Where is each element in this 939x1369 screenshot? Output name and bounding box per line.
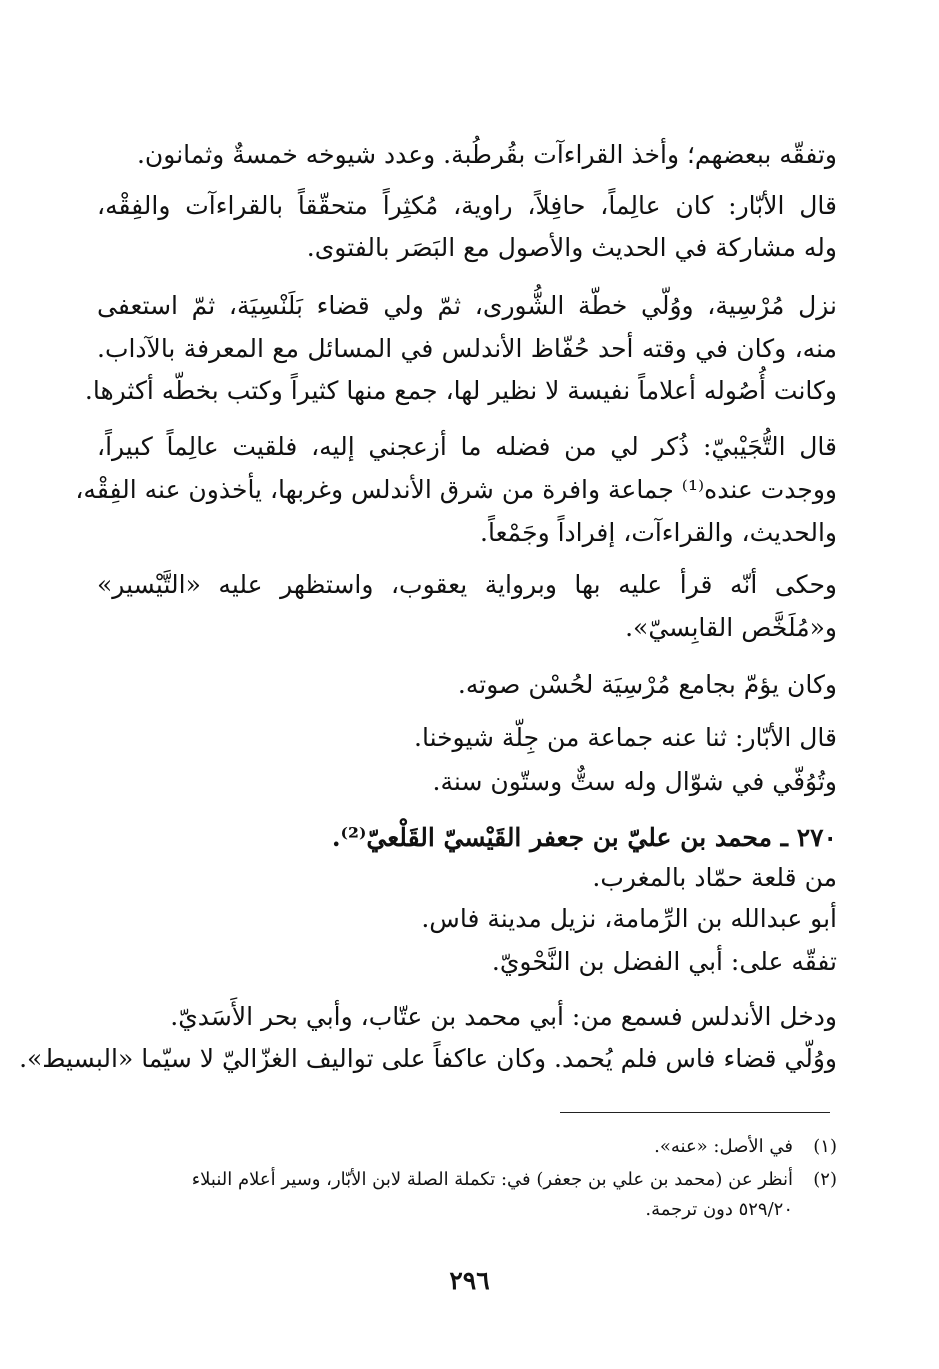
- footnote-2: [97, 1166, 837, 1193]
- text-line: منه، وكان في وقته أحد حُفّاظ الأندلس في المسائل مع المعرفة بالآداب.: [97, 334, 837, 363]
- page-number: ٢٩٦: [449, 1266, 490, 1295]
- text-line: وتُوُفّي في شوّال وله ستٌّ وستّون سنة.: [432, 767, 837, 796]
- footnote-number: (١): [813, 1136, 837, 1157]
- text-line: من قلعة حمّاد بالمغرب.: [592, 863, 837, 892]
- text-line: ودخل الأندلس فسمع من: أبي محمد بن عتّاب، وأبي بحر الأَسَديّ.: [170, 1002, 837, 1031]
- text-line: ووجدت عنده⁽¹⁾ جماعة وافرة من شرق الأندلس وغربها، يأخذون عنه الفِقْه،: [75, 475, 837, 504]
- text-line: وتفقّه ببعضهم؛ وأخذ القراءآت بقُرطُبة. وعدد شيوخه خمسةٌ وثمانون.: [136, 140, 837, 169]
- text-line: نزل مُرْسِية، ووُلّي خطّة الشُّورى، ثمّ ولي قضاء بَلَنْسِيَة، ثمّ استعفى: [97, 291, 837, 320]
- text-line: قال التُّجَيْبيّ: ذُكر لي من فضله ما أزعجني إليه، فلقيت عالِماً كبيراً،: [97, 432, 837, 461]
- text-line: والحديث، والقراءآت، إفراداً وجَمْعاً.: [480, 518, 837, 547]
- text-line: تفقّه على: أبي الفضل بن النَّحْويّ.: [491, 947, 837, 976]
- footnote-separator: [560, 1112, 830, 1113]
- footnote-number: (٢): [813, 1169, 837, 1190]
- footnote-continuation: ٥٢٩/٢٠ دون ترجمة.: [645, 1199, 793, 1220]
- text-line: أبو عبدالله بن الرِّمامة، نزيل مدينة فاس.: [421, 904, 837, 933]
- text-line: ووُلّي قضاء فاس فلم يُحمد. وكان عاكفاً على تواليف الغزّاليّ لا سيّما «البسيط».: [19, 1044, 837, 1073]
- text-line: قال الأبّار: ثنا عنه جماعة من جِلّة شيوخنا.: [414, 723, 837, 752]
- text-line: وكانت أُصُوله أعلاماً نفيسة لا نظير لها، جمع منها كثيراً وكتب بخطّه أكثرها.: [84, 376, 837, 405]
- text-line: قال الأبّار: كان عالِماً، حافِلاً، راوية، مُكثِراً متحقّقاً بالقراءآت والفِقْه،: [97, 191, 837, 220]
- text-line: وكان يؤمّ بجامع مُرْسِيَة لحُسْن صوته.: [457, 670, 837, 699]
- footnote-1: [97, 1133, 837, 1160]
- text-line: و«مُلَخَّص القابِسيّ».: [625, 613, 837, 642]
- footnote-text: أنظر عن (محمد بن علي بن جعفر) في: تكملة الصلة لابن الأبّار، وسير أعلام النبلاء: [191, 1169, 793, 1190]
- text-line: وحكى أنّه قرأ عليه بها وبرواية يعقوب، واستظهر عليه «التَّيْسير»: [97, 570, 837, 599]
- entry-heading: ٢٧٠ ـ محمد بن عليّ بن جعفر القَيْسيّ القَلْعيّ⁽²⁾.: [331, 823, 837, 852]
- text-line: وله مشاركة في الحديث والأصول مع البَصَر بالفتوى.: [306, 233, 837, 262]
- footnote-text: في الأصل: «عنه».: [654, 1136, 793, 1157]
